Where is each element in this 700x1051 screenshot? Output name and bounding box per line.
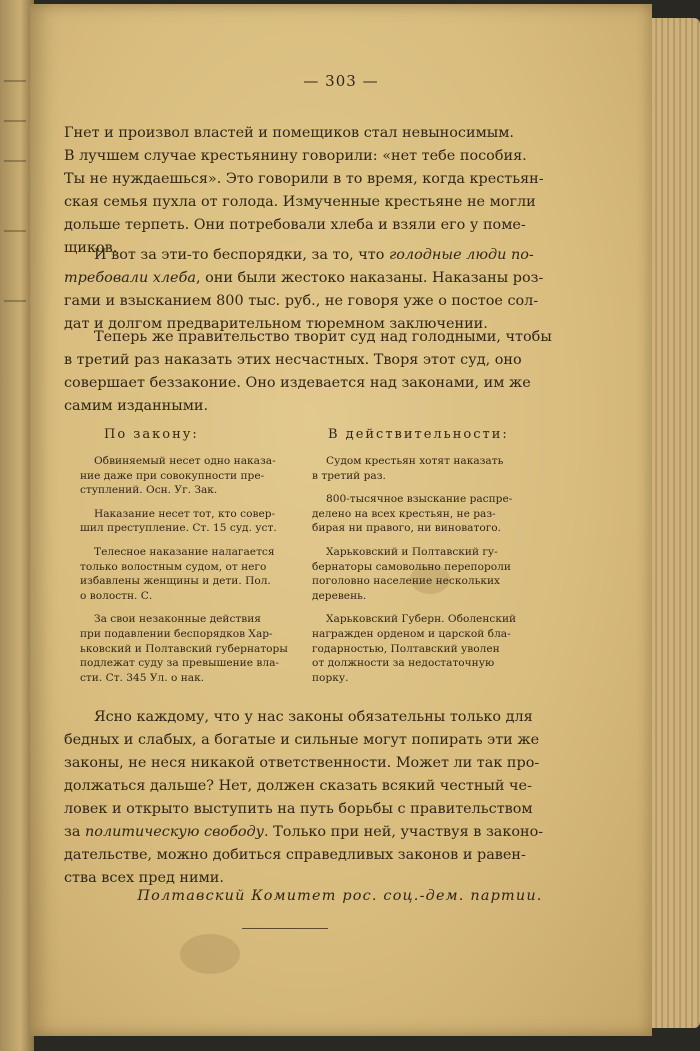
italic-run: требовали хлеба	[64, 270, 196, 286]
column-heading-reality: В действительности:	[328, 427, 509, 442]
text-line	[64, 267, 564, 290]
text-line: ние даже при совокупности пре-	[80, 469, 265, 482]
text-line: бернаторы самовольно перепороли	[312, 560, 511, 573]
text-line: совершает беззаконие. Оно издевается над законами, им же	[64, 375, 531, 391]
column-by-law	[80, 454, 302, 694]
text-line: Телесное наказание налагается	[94, 545, 275, 558]
text-line: награжден орденом и царской бла-	[312, 627, 511, 640]
text-line: За свои незаконные действия	[94, 613, 261, 626]
column-item	[80, 612, 302, 685]
text-line: дат и долгом предварительном тюремном заключении.	[64, 316, 488, 332]
text-line: только волостным судом, от него	[80, 560, 267, 573]
text-line: бедных и слабых, а богатые и сильные могут попирать эти же	[64, 732, 540, 748]
text-line: Теперь же правительство творит суд над голодными, чтобы	[94, 329, 552, 345]
text-line: ьковский и Полтавский губернаторы	[80, 642, 288, 655]
text-line: щиков.	[64, 240, 118, 256]
text-line: при подавлении беспорядков Хар-	[80, 627, 273, 640]
text-line: самим изданными.	[64, 398, 209, 414]
text-line: дольше терпеть. Они потребовали хлеба и взяли его у поме-	[64, 217, 526, 233]
text-line: должаться дальше? Нет, должен сказать всякий честный че-	[64, 778, 532, 794]
text-line: о волостн. С.	[80, 589, 153, 602]
text-line: Ты не нуждаешься». Это говорили в то время, когда крестьян-	[64, 171, 544, 187]
text-line: подлежат суду за превышение вла-	[80, 657, 279, 670]
text-line: В лучшем случае крестьянину говорили: «нет тебе пособия.	[64, 148, 527, 164]
column-item	[312, 492, 548, 536]
text-run: И вот за эти-то беспорядки, за то, что	[94, 247, 389, 263]
text-line: гами и взысканием 800 тыс. руб., не говоря уже о постое сол-	[64, 293, 539, 309]
divider-rule	[242, 928, 328, 929]
text-line: годарностью, Полтавский уволен	[312, 642, 500, 655]
paragraph-3	[64, 326, 564, 418]
paragraph-2	[64, 244, 564, 336]
book-page	[30, 4, 652, 1036]
column-item	[80, 545, 302, 603]
text-line: в третий раз.	[312, 469, 386, 482]
text-line: Наказание несет тот, кто совер-	[94, 507, 276, 520]
text-line: ская семья пухла от голода. Измученные крестьяне не могли	[64, 194, 536, 210]
left-page-edge	[0, 0, 34, 1051]
text-line: Ясно каждому, что у нас законы обязательны только для	[94, 709, 533, 725]
column-item	[312, 545, 548, 603]
text-line: сти. Ст. 345 Ул. о нак.	[80, 671, 205, 684]
text-line: дательстве, можно добиться справедливых законов и равен-	[64, 847, 526, 863]
text-line: в третий раз наказать этих несчастных. Творя этот суд, оно	[64, 352, 522, 368]
text-line: Судом крестьян хотят наказать	[326, 455, 504, 467]
text-line: деревень.	[312, 589, 367, 602]
text-run: за	[64, 824, 86, 840]
text-line	[64, 244, 564, 267]
text-line: ловек и открыто выступить на путь борьбы с правительством	[64, 801, 533, 817]
text-line: поголовно население нескольких	[312, 575, 500, 588]
text-line: Харьковский и Полтавский гу-	[326, 545, 498, 558]
text-line: делено на всех крестьян, не раз-	[312, 507, 496, 520]
column-item	[312, 454, 548, 483]
text-line: 800-тысячное взыскание распре-	[326, 493, 513, 506]
column-heading-law: По закону:	[104, 427, 199, 442]
text-run: , они были жестоко наказаны. Наказаны роз-	[195, 270, 544, 286]
text-line: Гнет и произвол властей и помещиков стал невыносимым.	[64, 125, 514, 141]
text-line: ступлений. Осн. Уг. Зак.	[80, 484, 218, 497]
column-item	[80, 507, 302, 536]
text-line: от должности за недостаточную	[312, 657, 495, 670]
text-line: законы, не неся никакой ответственности. Может ли так про-	[64, 755, 540, 771]
column-in-reality	[312, 454, 548, 694]
text-line: ства всех пред ними.	[64, 870, 224, 886]
text-run: . Только при ней, участвуя в законо-	[264, 824, 544, 840]
text-line: бирая ни правого, ни виноватого.	[312, 522, 502, 535]
paragraph-4	[64, 706, 564, 890]
italic-run: голодные люди по-	[388, 247, 534, 263]
text-line: избавлены женщины и дети. Пол.	[80, 575, 271, 588]
paragraph-1	[64, 122, 564, 260]
text-line: порку.	[312, 671, 349, 684]
text-line: Харьковский Губерн. Оболенский	[326, 613, 517, 626]
italic-run: политическую свободу	[85, 824, 265, 840]
page-number: — 303 —	[303, 72, 379, 90]
column-item	[312, 612, 548, 685]
text-line: шил преступление. Ст. 15 суд. уст.	[80, 522, 277, 535]
signature: Полтавский Комитет рос. соц.-дем. партии.	[137, 888, 543, 904]
text-line	[64, 821, 564, 844]
column-item	[80, 454, 302, 498]
text-line: Обвиняемый несет одно наказа-	[94, 455, 276, 467]
